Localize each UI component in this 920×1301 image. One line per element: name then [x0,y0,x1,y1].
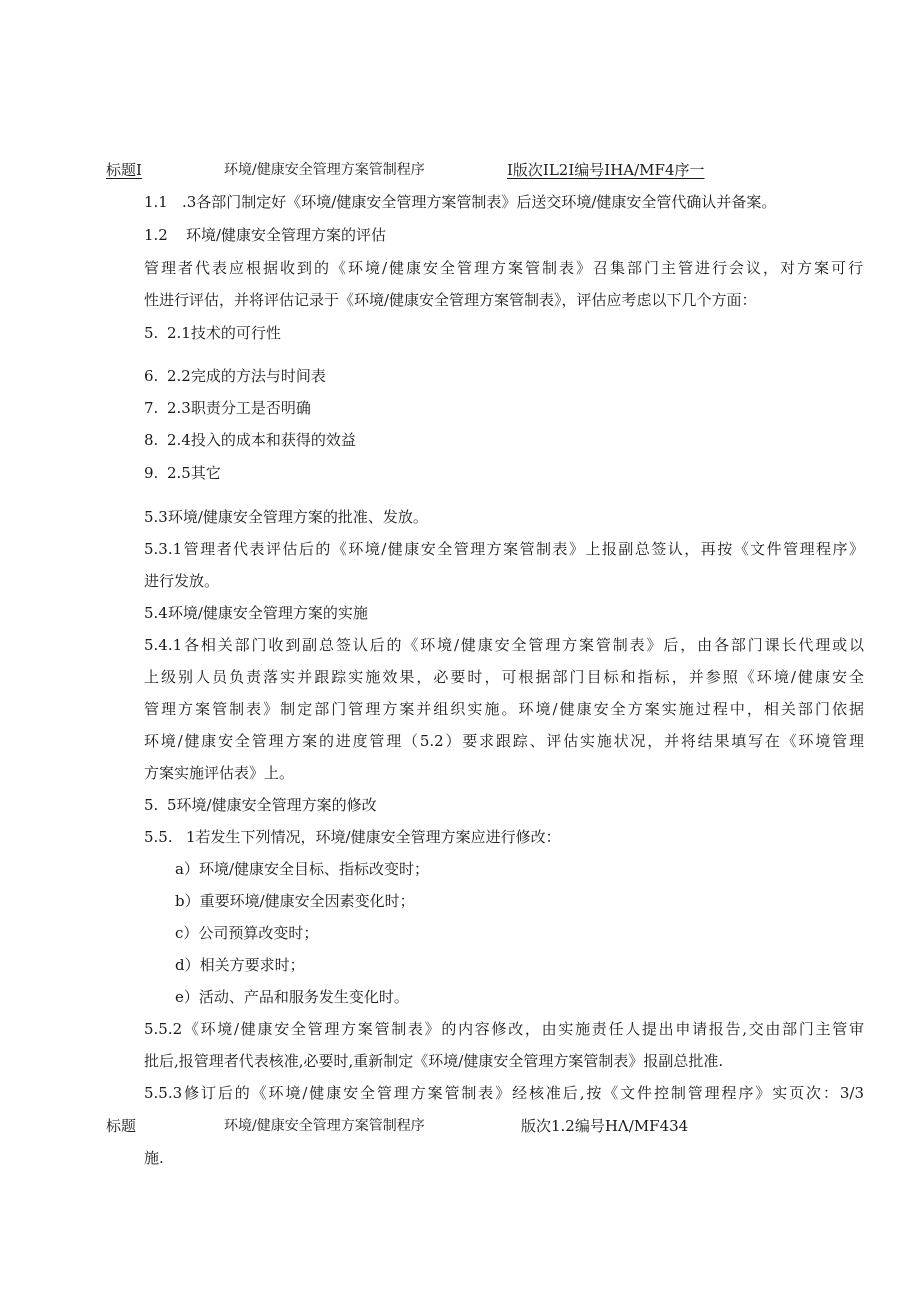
paragraph-line: 5.3.1管理者代表评估后的《环境/健康安全管理方案管制表》上报副总签认，再按《文件管理程序》 [144,540,864,558]
paragraph-line: 5.5.3修订后的《环境/健康安全管理方案管制表》经核准后,按《文件控制管理程序》实页次：3/3 [144,1084,864,1102]
section-heading: 环境/健康安全管理方案的评估 [186,226,387,244]
list-text: 2.1技术的可行性 [167,324,281,342]
list-number: 6. [144,367,159,385]
header-version-code: I版次IL2I编号IHA/MF4序一 [507,161,705,179]
list-item: e）活动、产品和服务发生变化时。 [175,988,409,1006]
header-doc-name: 环境/健康安全管理方案管制程序 [224,1118,425,1134]
header-title-label: 标题I [106,161,142,179]
list-number: 8. [144,431,159,449]
paragraph-line: 上级别人员负责落实并跟踪实施效果，必要时，可根据部门目标和指标，并参照《环境/健康安全 [144,668,864,686]
section-text: .3各部门制定好《环境/健康安全管理方案管制表》后送交环境/健康安全管代确认并备案。 [182,193,777,211]
section-number: 1.1 [144,193,168,211]
list-text: 2.4投入的成本和获得的效益 [167,431,356,449]
section-heading: 5环境/健康安全管理方案的修改 [167,796,377,814]
paragraph-line: 管理方案管制表》制定部门管理方案并组织实施。环境/健康安全方案实施过程中，相关部门依据 [144,700,864,718]
paragraph-line: 方案实施评估表》上。 [144,764,295,782]
list-item: c）公司预算改变时； [175,924,319,942]
header-doc-name: 环境/健康安全管理方案管制程序 [224,162,425,178]
section-text: 1若发生下列情况，环境/健康安全管理方案应进行修改： [186,828,561,846]
continuation-text: 施. [144,1149,164,1167]
paragraph-line: 5.5.2《环境/健康安全管理方案管制表》的内容修改，由实施责任人提出申请报告,交由部门主管审 [144,1020,864,1038]
header-title-label: 标题 [106,1117,137,1135]
list-text: 2.2完成的方法与时间表 [167,367,326,385]
paragraph-line: 批后,报管理者代表核准,必要时,重新制定《环境/健康安全管理方案管制表》报副总批准. [144,1052,724,1070]
list-number: 5. [144,324,159,342]
paragraph-line: 5.4.1各相关部门收到副总签认后的《环境/健康安全管理方案管制表》后，由各部门课长代理或以 [144,636,864,654]
paragraph-line: 环境/健康安全管理方案的进度管理（5.2）要求跟踪、评估实施状况，并将结果填写在《环境管理 [144,732,864,750]
list-item: a）环境/健康安全目标、指标改变时； [175,860,429,878]
section-number: 5. [144,796,159,814]
list-item: b）重要环境/健康安全因素变化时； [175,892,415,910]
paragraph-line: 进行发放。 [144,572,220,590]
list-number: 9. [144,464,159,482]
section-number: 5.5. [144,828,173,846]
section-number: 1.2 [144,226,168,244]
header-version-code: 版次1.2编号HΛ∕MF434 [521,1117,689,1135]
list-number: 7. [144,399,159,417]
section-5-3-heading: 5.3环境/健康安全管理方案的批准、发放。 [144,508,428,526]
list-text: 2.3职责分工是否明确 [167,399,311,417]
list-text: 2.5其它 [167,464,221,482]
list-item: d）相关方要求时； [175,956,305,974]
paragraph-line: 管理者代表应根据收到的《环境/健康安全管理方案管制表》召集部门主管进行会议，对方案可行 [144,259,863,277]
paragraph-line: 性进行评估，并将评估记录于《环境/健康安全管理方案管制表》，评估应考虑以下几个方面： [144,291,757,309]
section-5-4-heading: 5.4环境/健康安全管理方案的实施 [144,604,368,622]
